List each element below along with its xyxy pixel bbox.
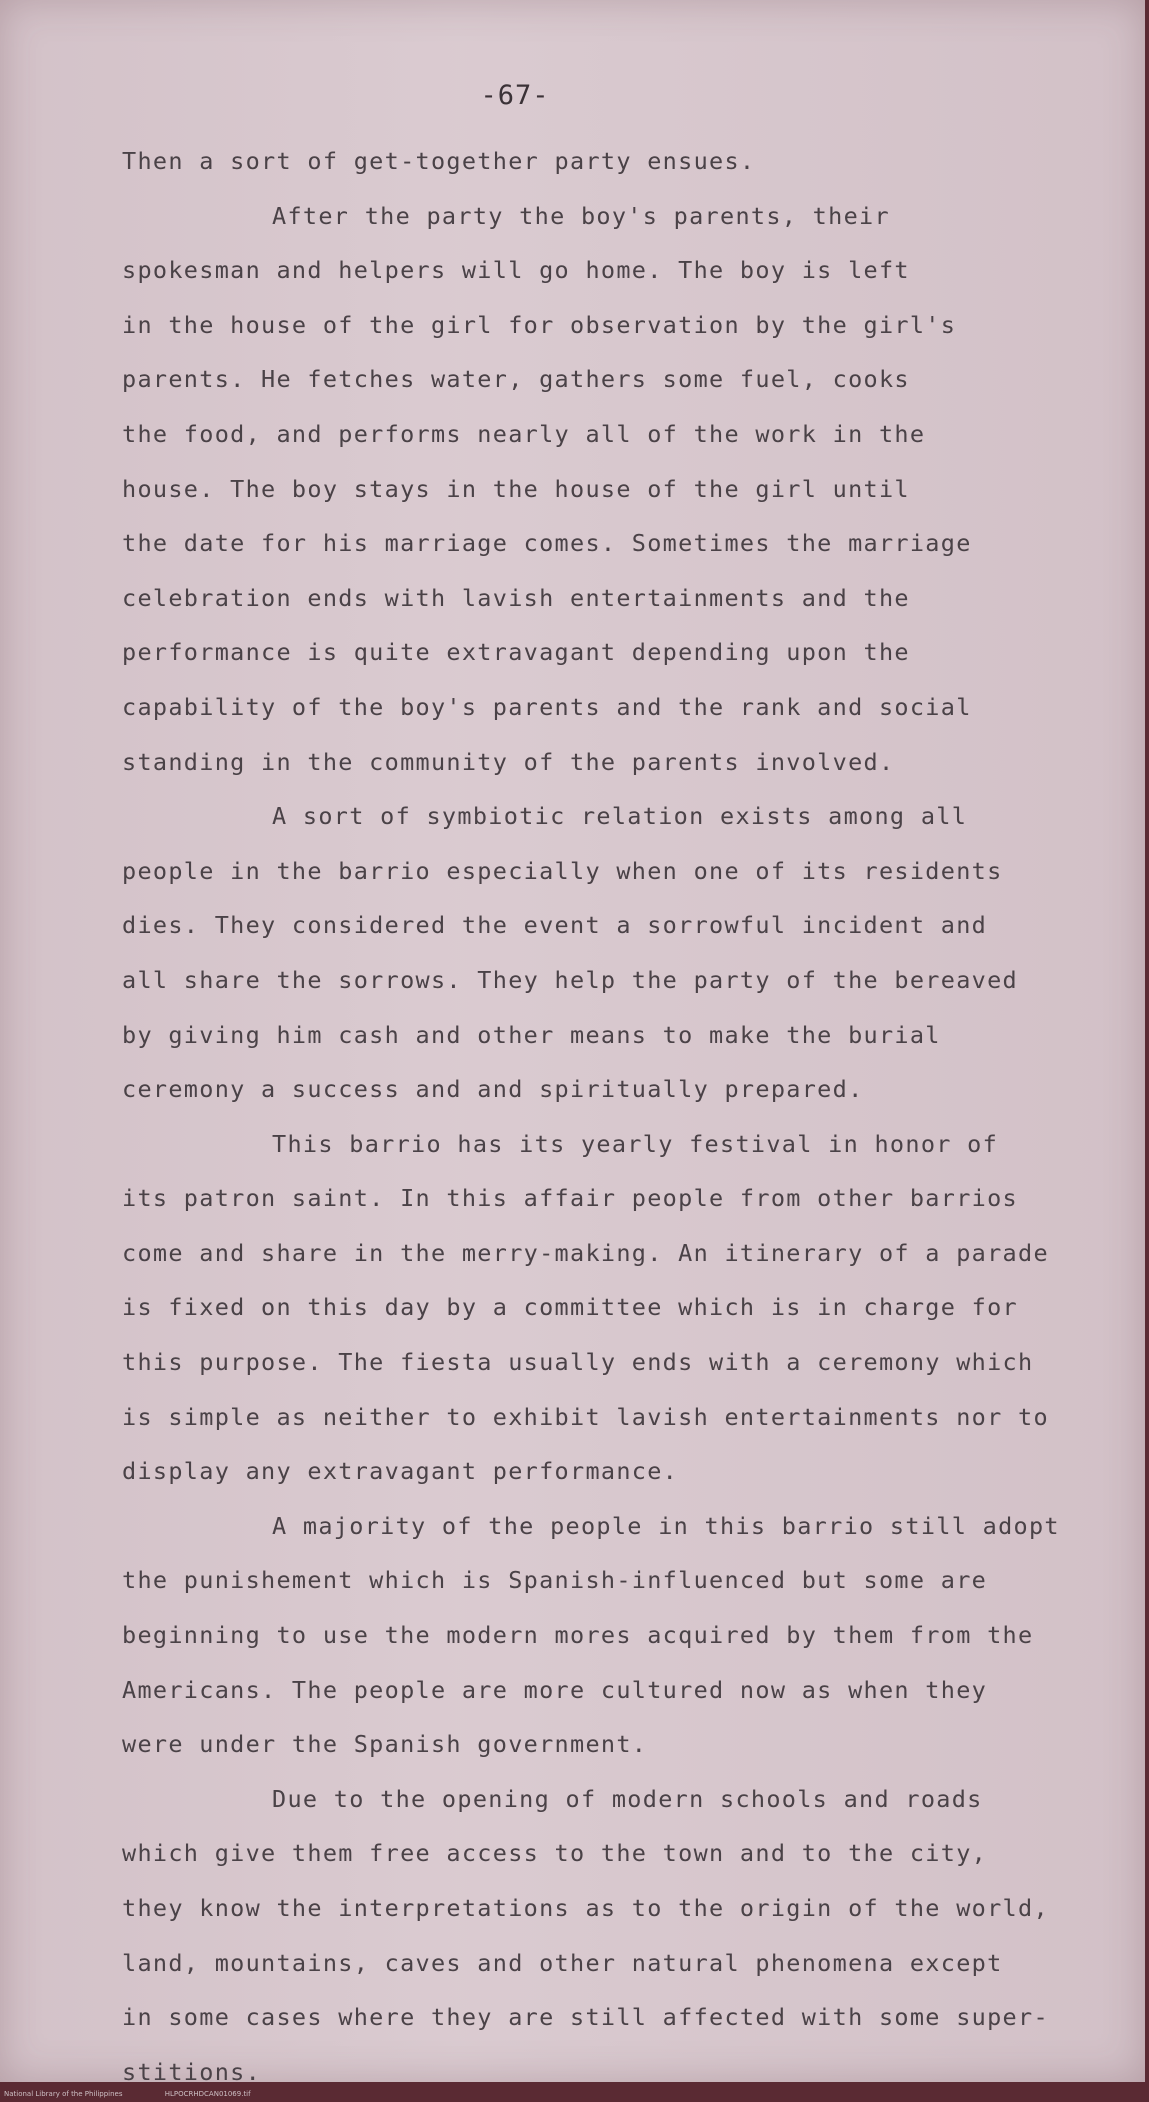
text-line: all share the sorrows. They help the party of the bereaved xyxy=(122,965,1018,994)
text-line: A majority of the people in this barrio still adopt xyxy=(272,1511,1060,1540)
text-line: its patron saint. In this affair people from other barrios xyxy=(122,1184,1018,1213)
text-line: A sort of symbiotic relation exists among all xyxy=(272,802,968,831)
text-line: house. The boy stays in the house of the girl until xyxy=(122,474,910,503)
text-line: is simple as neither to exhibit lavish entertainments nor to xyxy=(122,1402,1049,1431)
text-line: in some cases where they are still affected with some super- xyxy=(122,2003,1049,2032)
text-line: which give them free access to the town and to the city, xyxy=(122,1839,988,1868)
text-line: parents. He fetches water, gathers some fuel, cooks xyxy=(122,365,910,394)
text-line: by giving him cash and other means to make the burial xyxy=(122,1020,941,1049)
text-line: is fixed on this day by a committee which is in charge for xyxy=(122,1293,1018,1322)
text-line: display any extravagant performance. xyxy=(122,1457,679,1486)
body-text xyxy=(122,134,1112,2099)
text-line: they know the interpretations as to the origin of the world, xyxy=(122,1894,1049,1922)
text-line: come and share in the merry-making. An itinerary of a parade xyxy=(122,1238,1049,1267)
text-line: the date for his marriage comes. Sometimes the marriage xyxy=(122,529,972,558)
text-line: dies. They considered the event a sorrowful incident and xyxy=(122,911,988,940)
text-line: capability of the boy's parents and the rank and social xyxy=(122,692,972,721)
scan-footer xyxy=(0,2086,1149,2102)
text-line: stitions. xyxy=(122,2057,262,2086)
text-line: spokesman and helpers will go home. The boy is left xyxy=(122,256,910,285)
text-line: celebration ends with lavish entertainments and the xyxy=(122,583,910,612)
text-line: This barrio has its yearly festival in honor of xyxy=(272,1129,999,1158)
file-name: HLPOCRHDCAN01069.tif xyxy=(164,2090,251,2098)
text-line: were under the Spanish government. xyxy=(122,1730,648,1759)
text-line: Americans. The people are more cultured now as when they xyxy=(122,1675,988,1704)
text-line: Due to the opening of modern schools and roads xyxy=(272,1784,983,1813)
text-line: standing in the community of the parents involved. xyxy=(122,747,895,776)
text-line: land, mountains, caves and other natural phenomena except xyxy=(122,1948,1003,1977)
text-line: in the house of the girl for observation by the girl's xyxy=(122,310,957,339)
text-line: performance is quite extravagant depending upon the xyxy=(122,638,910,667)
text-line: ceremony a success and and spiritually prepared. xyxy=(122,1075,864,1104)
text-line: the punishement which is Spanish-influenced but some are xyxy=(122,1566,988,1595)
text-line: Then a sort of get-together party ensues. xyxy=(122,147,756,175)
library-credit: National Library of the Philippines xyxy=(4,2090,123,2098)
page-number: -67- xyxy=(480,80,550,111)
text-line: the food, and performs nearly all of the work in the xyxy=(122,419,926,448)
text-line: After the party the boy's parents, their xyxy=(272,201,890,230)
text-line: this purpose. The fiesta usually ends with a ceremony which xyxy=(122,1348,1034,1377)
text-line: beginning to use the modern mores acquired by them from the xyxy=(122,1621,1034,1650)
text-line: people in the barrio especially when one of its residents xyxy=(122,856,1003,885)
